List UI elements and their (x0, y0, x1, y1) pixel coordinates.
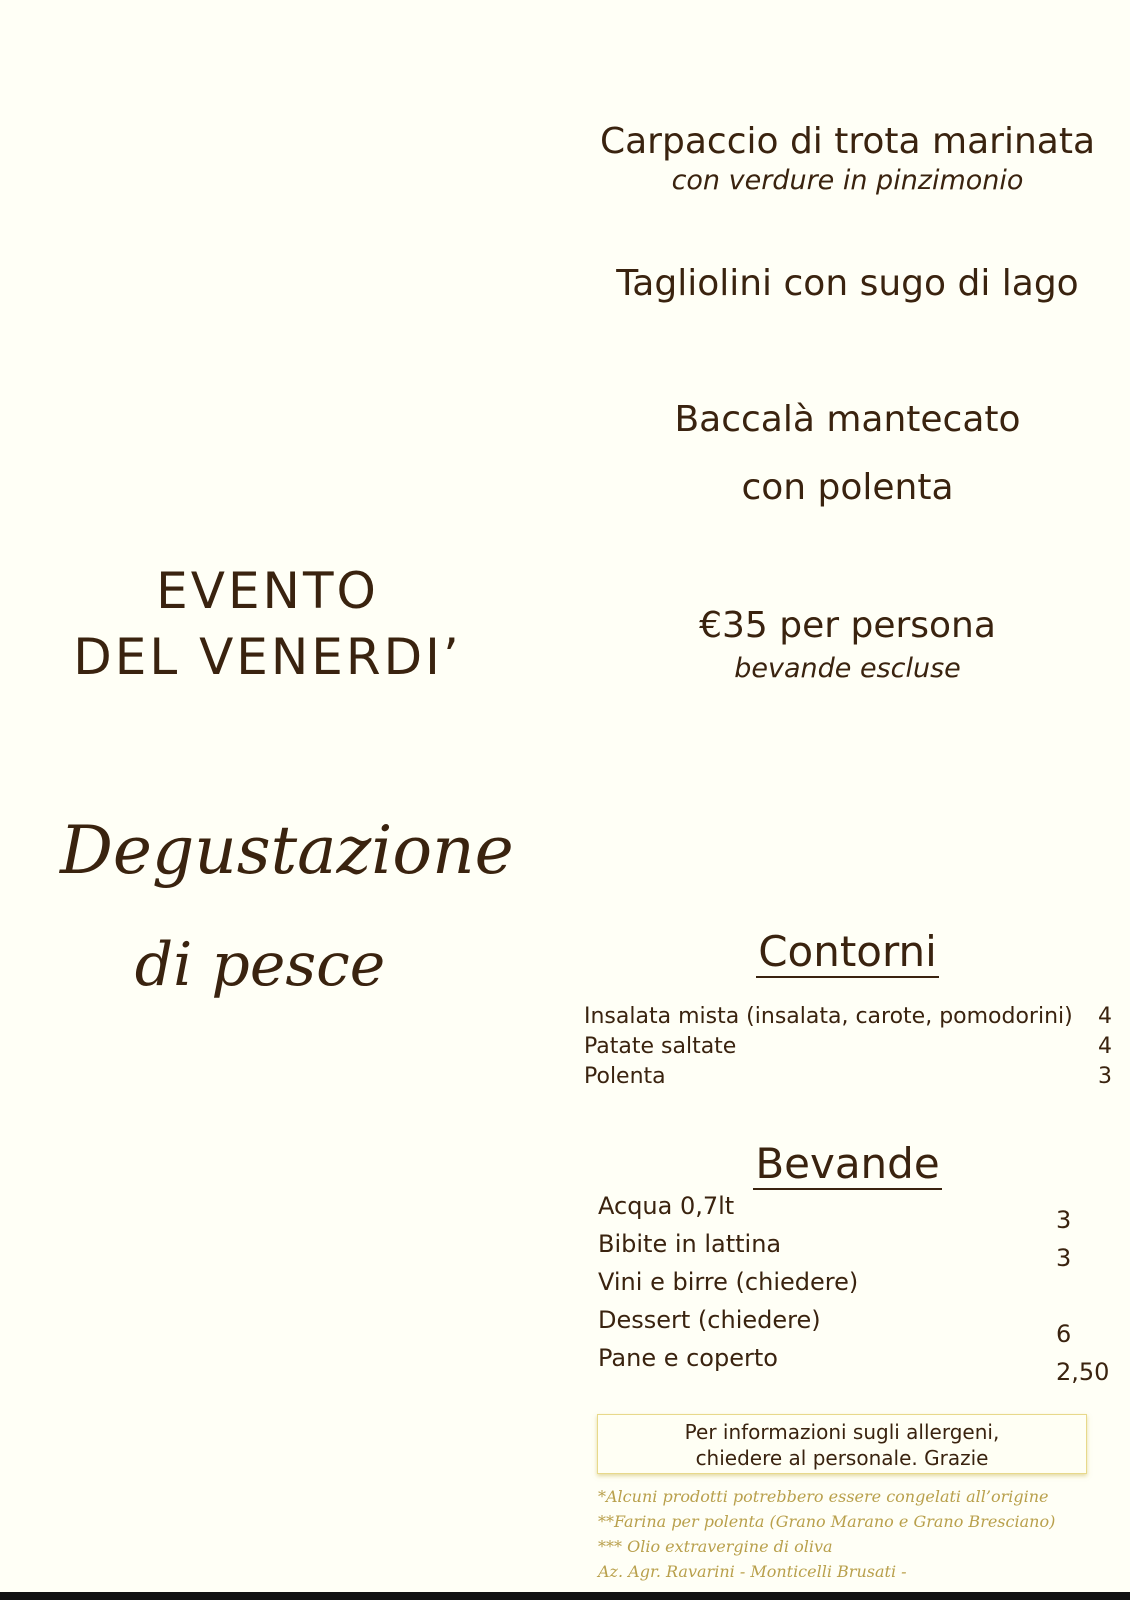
bevande-item-price: 2,50 (1056, 1358, 1110, 1386)
bevande-item-name: Bibite in lattina (598, 1230, 782, 1258)
contorni-heading: Contorni (758, 927, 937, 976)
contorni-list (584, 1002, 1112, 1092)
contorni-item-name: Patate saltate (584, 1034, 737, 1059)
dish-carpaccio-sub: con verdure in pinzimonio (671, 165, 1024, 196)
bevande-section (575, 1140, 1120, 1190)
list-item (584, 1032, 1112, 1062)
allergen-line1: Per informazioni sugli allergeni, (684, 1420, 1000, 1444)
event-title-line1: EVENTO (156, 562, 379, 620)
tasting-title-line1: Degustazione (60, 812, 514, 889)
dish-baccala-line2: con polenta (741, 467, 954, 508)
event-title-line2: DEL VENERDI’ (73, 628, 462, 686)
contorni-item-price: 4 (1098, 1004, 1112, 1029)
footnote: Az. Agr. Ravarini - Monticelli Brusati - (598, 1562, 907, 1581)
list-item (584, 1002, 1112, 1032)
menu-price-note: bevande escluse (734, 653, 961, 684)
bottom-rule (0, 1592, 1130, 1600)
contorni-item-name: Insalata mista (insalata, carote, pomodorini) (584, 1004, 1073, 1029)
dish-tagliolini: Tagliolini con sugo di lago (616, 263, 1079, 304)
contorni-item-price: 4 (1098, 1034, 1112, 1059)
dish-carpaccio: Carpaccio di trota marinata (599, 121, 1096, 162)
allergen-notice (597, 1414, 1087, 1474)
footnote: *Alcuni prodotti potrebbero essere congelati all’origine (598, 1487, 1049, 1506)
list-item (584, 1062, 1112, 1092)
bevande-item-name: Dessert (chiedere) (598, 1306, 821, 1334)
bevande-item-name: Vini e birre (chiedere) (598, 1268, 859, 1296)
bevande-item-price: 3 (1056, 1244, 1072, 1272)
contorni-item-name: Polenta (584, 1064, 666, 1089)
tasting-title-line2: di pesce (134, 930, 386, 1000)
footnote: **Farina per polenta (Grano Marano e Grano Bresciano) (598, 1512, 1056, 1531)
bevande-item-price: 6 (1056, 1320, 1072, 1348)
bevande-item-price: 3 (1056, 1206, 1072, 1234)
bevande-item-name: Acqua 0,7lt (598, 1192, 735, 1220)
contorni-item-price: 3 (1098, 1064, 1112, 1089)
contorni-section (575, 928, 1120, 978)
bevande-heading: Bevande (755, 1139, 940, 1188)
dish-baccala-line1: Baccalà mantecato (674, 399, 1021, 440)
footnote: *** Olio extravergine di oliva (598, 1537, 833, 1556)
allergen-line2: chiedere al personale. Grazie (695, 1446, 989, 1470)
menu-price: €35 per persona (699, 605, 996, 646)
event-title (40, 558, 495, 690)
bevande-item-name: Pane e coperto (598, 1344, 778, 1372)
